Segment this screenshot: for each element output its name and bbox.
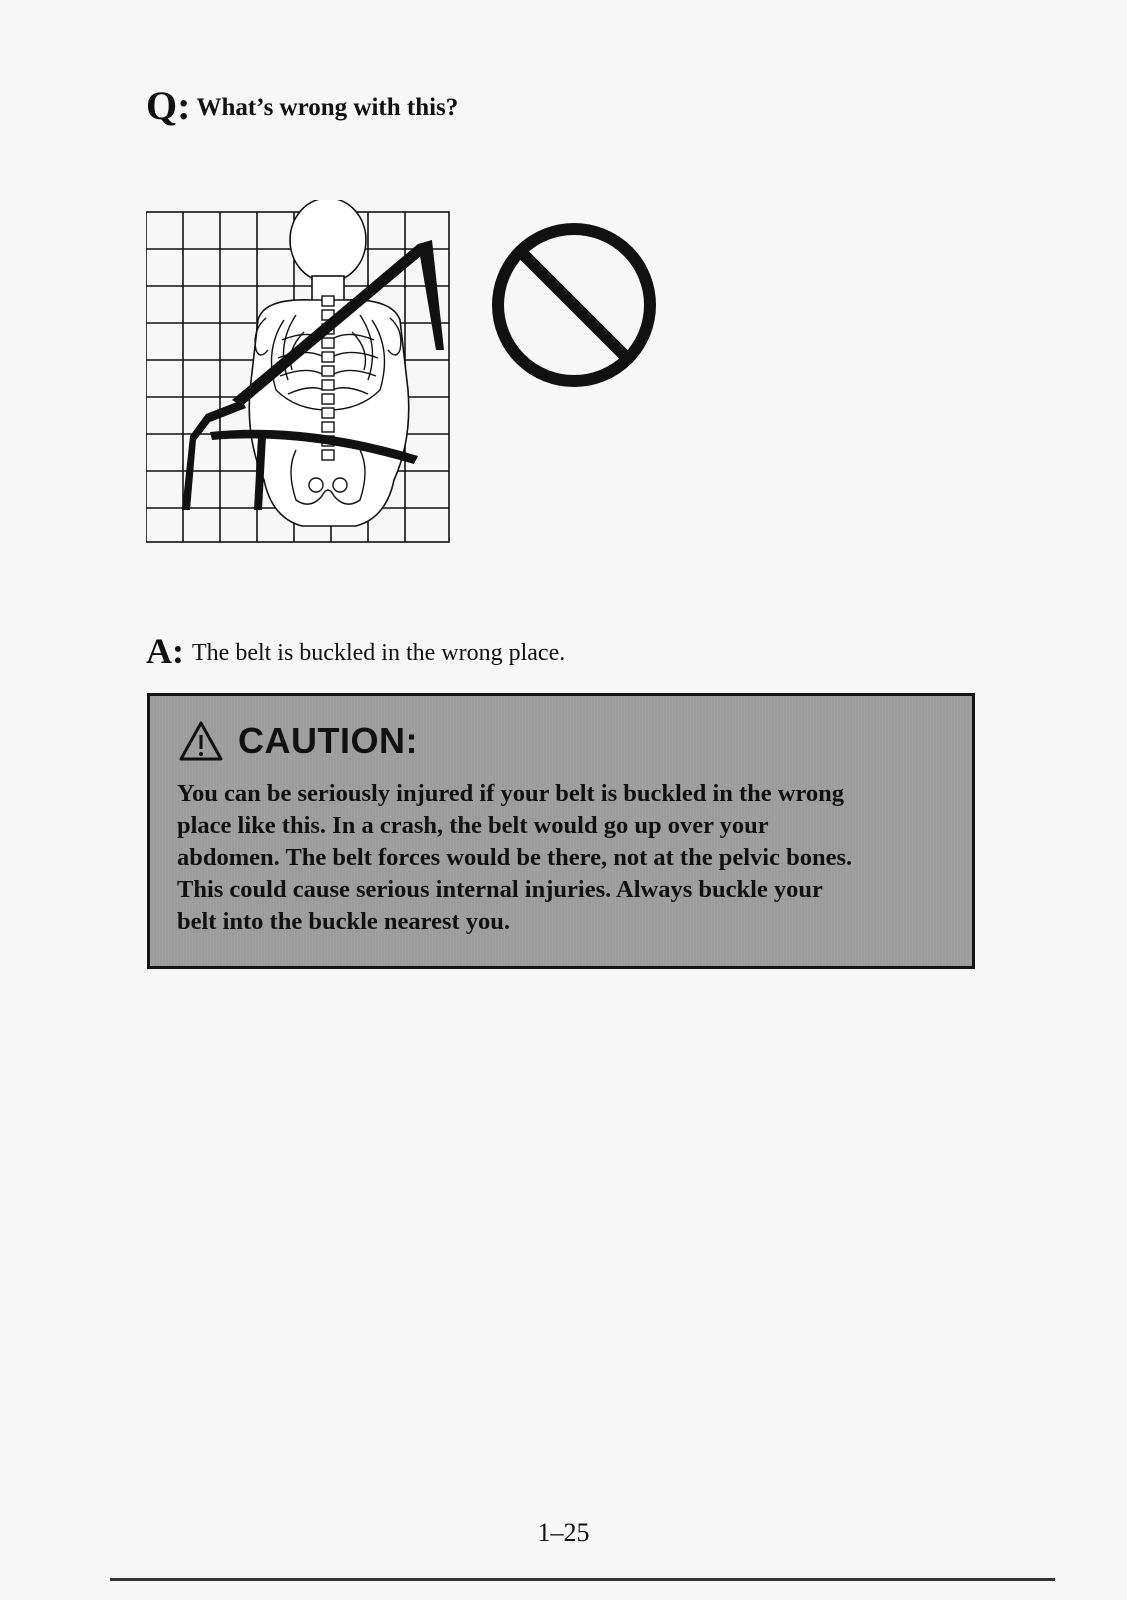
question	[146, 82, 458, 129]
answer	[146, 630, 565, 672]
caution-line: abdomen. The belt forces would be there, not at the pelvic bones.	[177, 844, 853, 871]
answer-text: The belt is buckled in the wrong place.	[192, 640, 566, 666]
caution-title: CAUTION:	[238, 720, 418, 761]
answer-label: A:	[146, 631, 184, 671]
caution-line: place like this. In a crash, the belt would go up over your	[177, 812, 769, 839]
caution-line: You can be seriously injured if your belt is buckled in the wrong	[177, 780, 845, 807]
footer-rule	[110, 1578, 1055, 1581]
warning-triangle-icon	[178, 720, 224, 762]
caution-header	[178, 720, 418, 762]
page-number: 1–25	[537, 1518, 590, 1547]
prohibition-sign-icon	[484, 215, 664, 395]
question-label: Q:	[146, 83, 191, 128]
caution-box	[147, 693, 975, 969]
caution-text	[177, 778, 957, 938]
caution-line: belt into the buckle nearest you.	[177, 908, 511, 935]
caution-line: This could cause serious internal injuries. Always buckle your	[177, 876, 823, 903]
question-text: What’s wrong with this?	[196, 94, 459, 121]
seatbelt-wrong-buckle-illustration	[146, 200, 456, 560]
